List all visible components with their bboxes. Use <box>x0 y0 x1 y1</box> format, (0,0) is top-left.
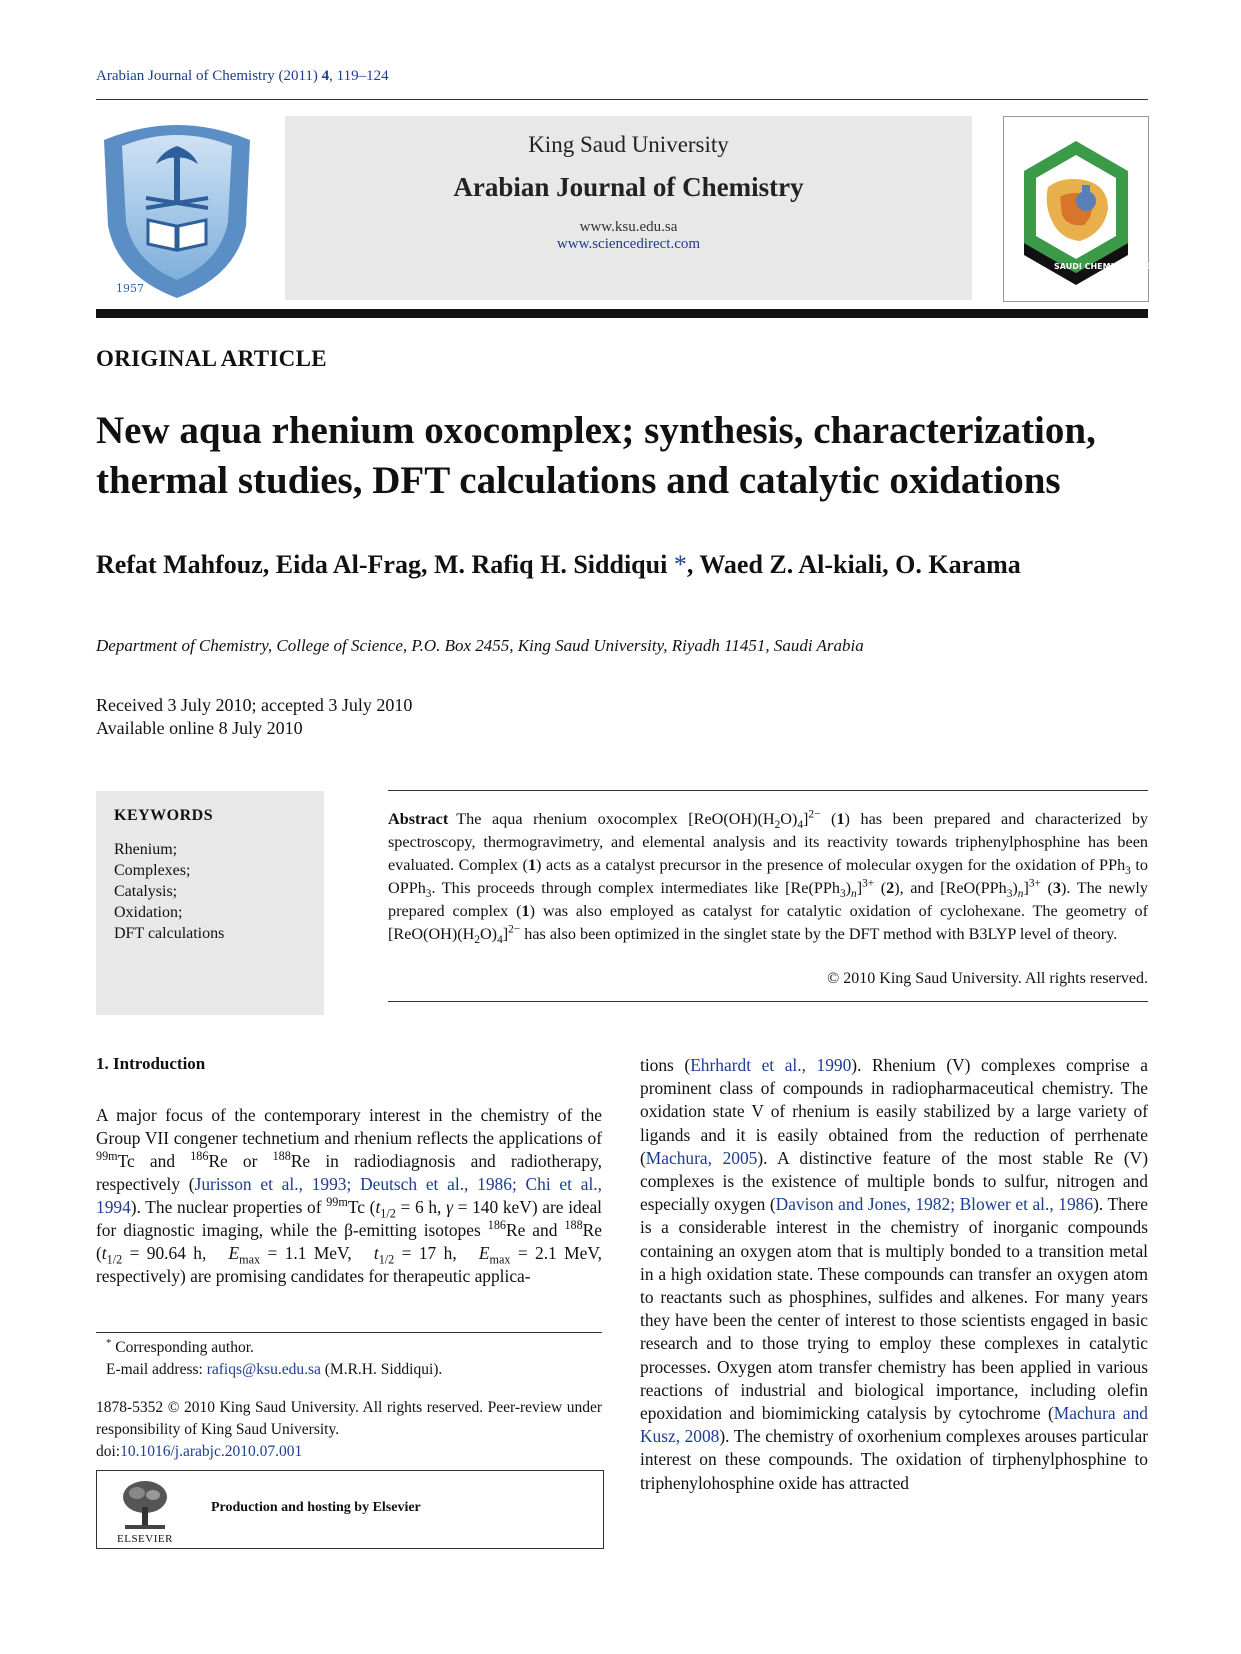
affiliation: Department of Chemistry, College of Science, P.O. Box 2455, King Saud University, Riyadh 11451, Saudi Arabia <box>96 636 864 655</box>
keyword-item: DFT calculations <box>114 925 225 942</box>
elsevier-label: ELSEVIER <box>117 1533 173 1545</box>
footnote: * Corresponding author. E-mail address: rafiqs@ksu.edu.sa (M.R.H. Siddiqui). <box>106 1336 443 1378</box>
scs-label: SAUDI CHEMICAL SOCIETY <box>1054 262 1172 271</box>
keywords-heading: KEYWORDS <box>114 807 214 824</box>
abstract-top-rule <box>388 790 1148 791</box>
title-line-2: thermal studies, DFT calculations and catalytic oxidations <box>96 459 1061 502</box>
keyword-item: Complexes; <box>114 862 191 879</box>
authors-part-1: Refat Mahfouz, Eida Al-Frag, M. Rafiq H. Siddiqui <box>96 550 668 579</box>
title-line-1: New aqua rhenium oxocomplex; synthesis, characterization, <box>96 409 1096 452</box>
abstract-copyright: © 2010 King Saud University. All rights reserved. <box>827 970 1148 987</box>
keywords-box <box>96 791 324 1015</box>
journal-banner <box>285 116 972 300</box>
elsevier-hosting-box <box>96 1470 604 1549</box>
citation-link[interactable]: Machura and Kusz, 2008 <box>640 1403 1148 1447</box>
corresponding-author-link[interactable]: * <box>667 550 687 579</box>
journal-name: Arabian Journal of Chemistry <box>453 172 804 202</box>
citation-link[interactable]: Davison and Jones, 1982; Blower et al., 1986 <box>775 1194 1094 1215</box>
intro-column-right: tions (Ehrhardt et al., 1990). Rhenium (V) complexes comprise a prominent class of compounds in radiopharmaceutical chemistry. The oxidation state V of rhenium is easily stabilized by a large variety of ligands and it is easily obtained from the reduction of perrhenate (Machura, 2005). A distinctive feature of the most stable Re (V) complexes is the existence of multiple bonds to sulfur, nitrogen and especially oxygen (Davison and Jones, 1982; Blower et al., 1986). There is a considerable interest in the chemistry of inorganic compounds containing an oxygen atom that is multiply bonded to a transition metal in a high oxidation state. These compounds can transfer an oxygen atom to reactants such as phosphines, sulfides and alkenes. For many years they have been the center of interest to those scientists engaged in basic research and to those trying to employ these complexes in catalytic processes. Oxygen atom transfer chemistry has been applied in various reactions of industrial and biological importance, including olefin epoxidation and biomimicking catalysis by cytochrome (Machura and Kusz, 2008). The chemistry of oxorhenium complexes arouses particular interest on these compounds. The oxidation of tirphenylphosphine to triphenylohosphine oxide has attracted <box>640 1055 1149 1493</box>
citation-link[interactable]: Ehrhardt et al., 1990 <box>690 1055 852 1075</box>
keyword-item: Oxidation; <box>114 904 183 921</box>
section-heading-introduction: 1. Introduction <box>96 1054 206 1073</box>
rights-text: 1878-5352 © 2010 King Saud University. All rights reserved. Peer-review under responsibility of King Saud University. <box>96 1399 602 1438</box>
banner-rule <box>96 309 1148 318</box>
keywords-list <box>114 839 224 944</box>
authors-part-2: , Waed Z. Al-kiali, O. Karama <box>686 550 1021 579</box>
intro-column-left: A major focus of the contemporary interest in the chemistry of the Group VII congener technetium and rhenium reflects the applications of $^{99m}$Tc and $^{186}$Re or $^{188}$Re in radiodiagnosis and radiotherapy, respectively (Jurisson et al., 1993; Deutsch et al., 1986; Chi et al., 1994). The nuclear properties of $^{99m}$Tc ($t_{1/2} = 6$ h, γ = 140 keV) are ideal for diagnostic imaging, while the β-emitting isotopes $^{186}$Re and $^{188}$Re ($t_{1/2} = 90.64$ h, $E_{max} = 1.1$ MeV, $t_{1/2} = 17$ h, $E_{max} = 2.1$ MeV, respectively) are promising candidates for therapeutic applica- <box>96 1105 602 1286</box>
abstract-bottom-rule <box>388 1001 1148 1002</box>
ksu-url[interactable]: www.ksu.edu.sa <box>579 219 678 235</box>
corresponding-author-label: Corresponding author. <box>115 1339 254 1356</box>
journal-ref: Arabian Journal of Chemistry (2011) <box>96 68 318 84</box>
keyword-item: Rhenium; <box>114 841 178 858</box>
email-prefix: E-mail address: <box>106 1361 207 1378</box>
citation-link[interactable]: Jurisson et al., 1993; Deutsch et al., 1986; Chi et al., 1994 <box>96 1174 602 1217</box>
footnote-rule <box>96 1332 602 1333</box>
author-list <box>96 550 1021 580</box>
article-type: ORIGINAL ARTICLE <box>96 346 327 371</box>
online-date: Available online 8 July 2010 <box>96 718 303 738</box>
journal-pages: , 119–124 <box>329 68 389 84</box>
elsevier-tree-logo <box>119 1477 171 1539</box>
email-link[interactable]: rafiqs@ksu.edu.sa <box>206 1361 321 1378</box>
article-dates <box>96 694 412 740</box>
article-title <box>96 406 1156 506</box>
doi-link[interactable]: 10.1016/j.arabjc.2010.07.001 <box>120 1443 303 1460</box>
citation-link[interactable]: Machura, 2005 <box>645 1147 758 1168</box>
production-hosting-text: Production and hosting by Elsevier <box>211 1500 421 1515</box>
journal-volume: 4 <box>321 68 330 84</box>
abstract-label: Abstract <box>388 810 449 828</box>
keyword-item: Catalysis; <box>114 883 178 900</box>
abstract-text: Abstract The aqua rhenium oxocomplex $[ReO(OH)(H_2O)_4]^{2-}$ (1) has been prepared and characterized by spectroscopy, thermogravimetry, and elemental analysis and its reactivity towards triphenylphosphine has been evaluated. Complex (1) acts as a catalyst precursor in the presence of molecular oxygen for the oxidation of PPh$_3$ to OPPh$_3$. This proceeds through complex intermediates like $[Re(PPh_3)_n]^{3+}$ (2), and $[ReO(PPh_3)_n]^{3+}$ (3). The newly prepared complex (1) was also employed as catalyst for catalytic oxidation of cyclohexane. The geometry of $[ReO(OH)(H_2O)_4]^{2-}$ has also been optimized in the singlet state by the DFT method with B3LYP level of theory. <box>388 808 1149 947</box>
saudi-chemical-society-logo <box>1003 116 1172 302</box>
journal-citation[interactable] <box>96 68 389 85</box>
ksu-year: 1957 <box>116 282 144 295</box>
received-date: Received 3 July 2010; accepted 3 July 2010 <box>96 695 413 715</box>
university-name: King Saud University <box>528 132 729 157</box>
rights-statement <box>96 1397 602 1463</box>
ksu-logo <box>96 116 258 302</box>
header-rule <box>96 99 1148 100</box>
doi-prefix: doi: <box>96 1443 121 1460</box>
email-suffix: (M.R.H. Siddiqui). <box>320 1361 443 1378</box>
sciencedirect-url[interactable]: www.sciencedirect.com <box>556 236 701 252</box>
